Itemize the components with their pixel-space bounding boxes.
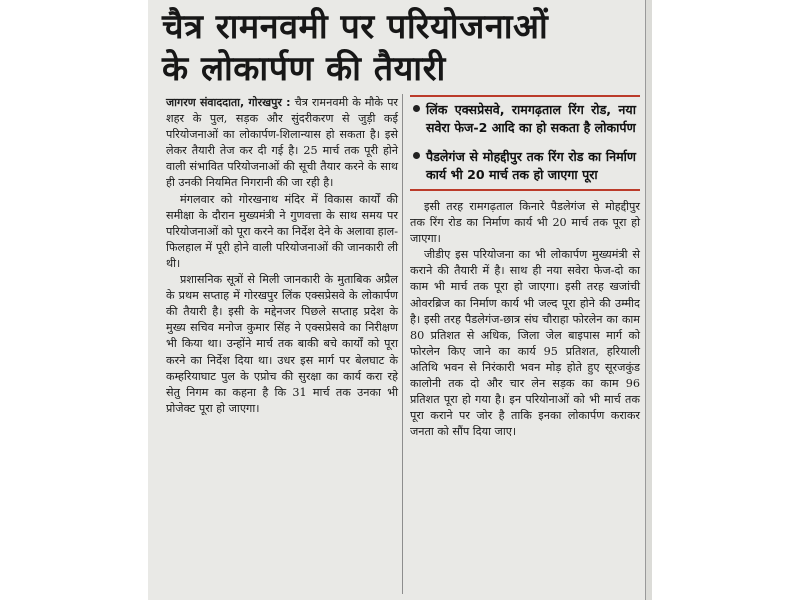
- article-paragraph: इसी तरह रामगढ़ताल किनारे पैडलेगंज से मोहद्दीपुर तक रिंग रोड का निर्माण कार्य भी 20 मार्च तक पूरा हो जाएगा।: [410, 200, 640, 246]
- article-paragraph: [166, 95, 398, 192]
- bullet-icon: [413, 105, 420, 112]
- newspaper-clipping: [148, 0, 652, 600]
- highlight-item: [410, 142, 640, 191]
- adjacent-column-edge: [645, 0, 652, 600]
- highlight-text: लिंक एक्सप्रेसवे, रामगढ़ताल रिंग रोड, नया सवेरा फेज-2 आदि का हो सकता है लोकार्पण: [426, 102, 636, 135]
- bullet-icon: [413, 152, 420, 159]
- paragraph-text: चैत्र रामनवमी के मौके पर शहर के पुल, सड़क और सुंदरीकरण से जुड़ी कई परियोजनाओं का लोकार्पण-शिलान्यास हो सकता है। इसे लेकर तैयारी तेज कर दी गई है। 25 मार्च तक पूरी होने वाली संभावित परियोजनाओं की सूची तैयार करने के साथ ही उनकी नियमित निगरानी की जा रही है।: [166, 96, 399, 190]
- column-divider: [402, 94, 403, 594]
- headline-line-1: चैत्र रामनवमी पर परियोजनाओं: [162, 7, 549, 47]
- article-paragraph: मंगलवार को गोरखनाथ मंदिर में विकास कार्यों की समीक्षा के दौरान मुख्यमंत्री ने गुणवत्ता के साथ समय पर परियोजनाओं को पूरा करने का निर्देश देने के अलावा हाल-फिलहाल में पूरी होने वाली परियोजनाओं की जानकारी ली थी।: [166, 192, 398, 270]
- byline: जागरण संवाददाता, गोरखपुर :: [166, 96, 291, 109]
- article-paragraph: जीडीए इस परियोजना का भी लोकार्पण मुख्यमंत्री से कराने की तैयारी में है। साथ ही नया सवेरा फेज-दो का काम भी मार्च तक पूरा हो जाएगा। इसी तरह खजांची ओवरब्रिज का निर्माण कार्य भी जल्द पूरा होने की उम्मीद है। इसी तरह पैडलेगंज-छात्र संघ चौराहा फोरलेन का काम 80 प्रतिशत से अधिक, जिला जेल बाइपास मार्ग को फोरलेन किए जाने का कार्य 95 प्रतिशत, हरियाली अतिथि भवन से निरंकारी भवन मोड़ होते हुए सूरजकुंड कालोनी तक दो और चार लेन सड़क का काम 96 प्रतिशत पूरा हो गया है। इन परियोनाओं को भी मार्च तक पूरा कराने पर जोर है ताकि इनका लोकार्पण कराकर जनता को सौंप दिया जाए।: [410, 248, 640, 439]
- left-column: [166, 95, 398, 417]
- right-column: [410, 95, 640, 440]
- article-paragraph: प्रशासनिक सूत्रों से मिली जानकारी के मुताबिक अप्रैल के प्रथम सप्ताह में गोरखपुर लिंक एक्सप्रेसवे के लोकार्पण की तैयारी है। इसी के मद्देनजर पिछले सप्ताह प्रदेश के मुख्य सचिव मनोज कुमार सिंह ने एक्सप्रेसवे का निरीक्षण भी किया था। उन्होंने मार्च तक बाकी बचे कार्यों को पूरा करने का निर्देश दिया था। उधर इस मार्ग पर बेलघाट के कम्हरियाघाट पुल के एप्रोच की सुरक्षा का कार्य करा रहे सेतु निगम का कहना है कि 31 मार्च तक उनका भी प्रोजेक्ट पूरा हो जाएगा।: [166, 273, 398, 415]
- highlight-item: [410, 95, 640, 142]
- highlight-text: पैडलेगंज से मोहद्दीपुर तक रिंग रोड का निर्माण कार्य भी 20 मार्च तक हो जाएगा पूरा: [426, 149, 636, 182]
- headline: [162, 6, 642, 90]
- headline-line-2: के लोकार्पण की तैयारी: [162, 49, 446, 89]
